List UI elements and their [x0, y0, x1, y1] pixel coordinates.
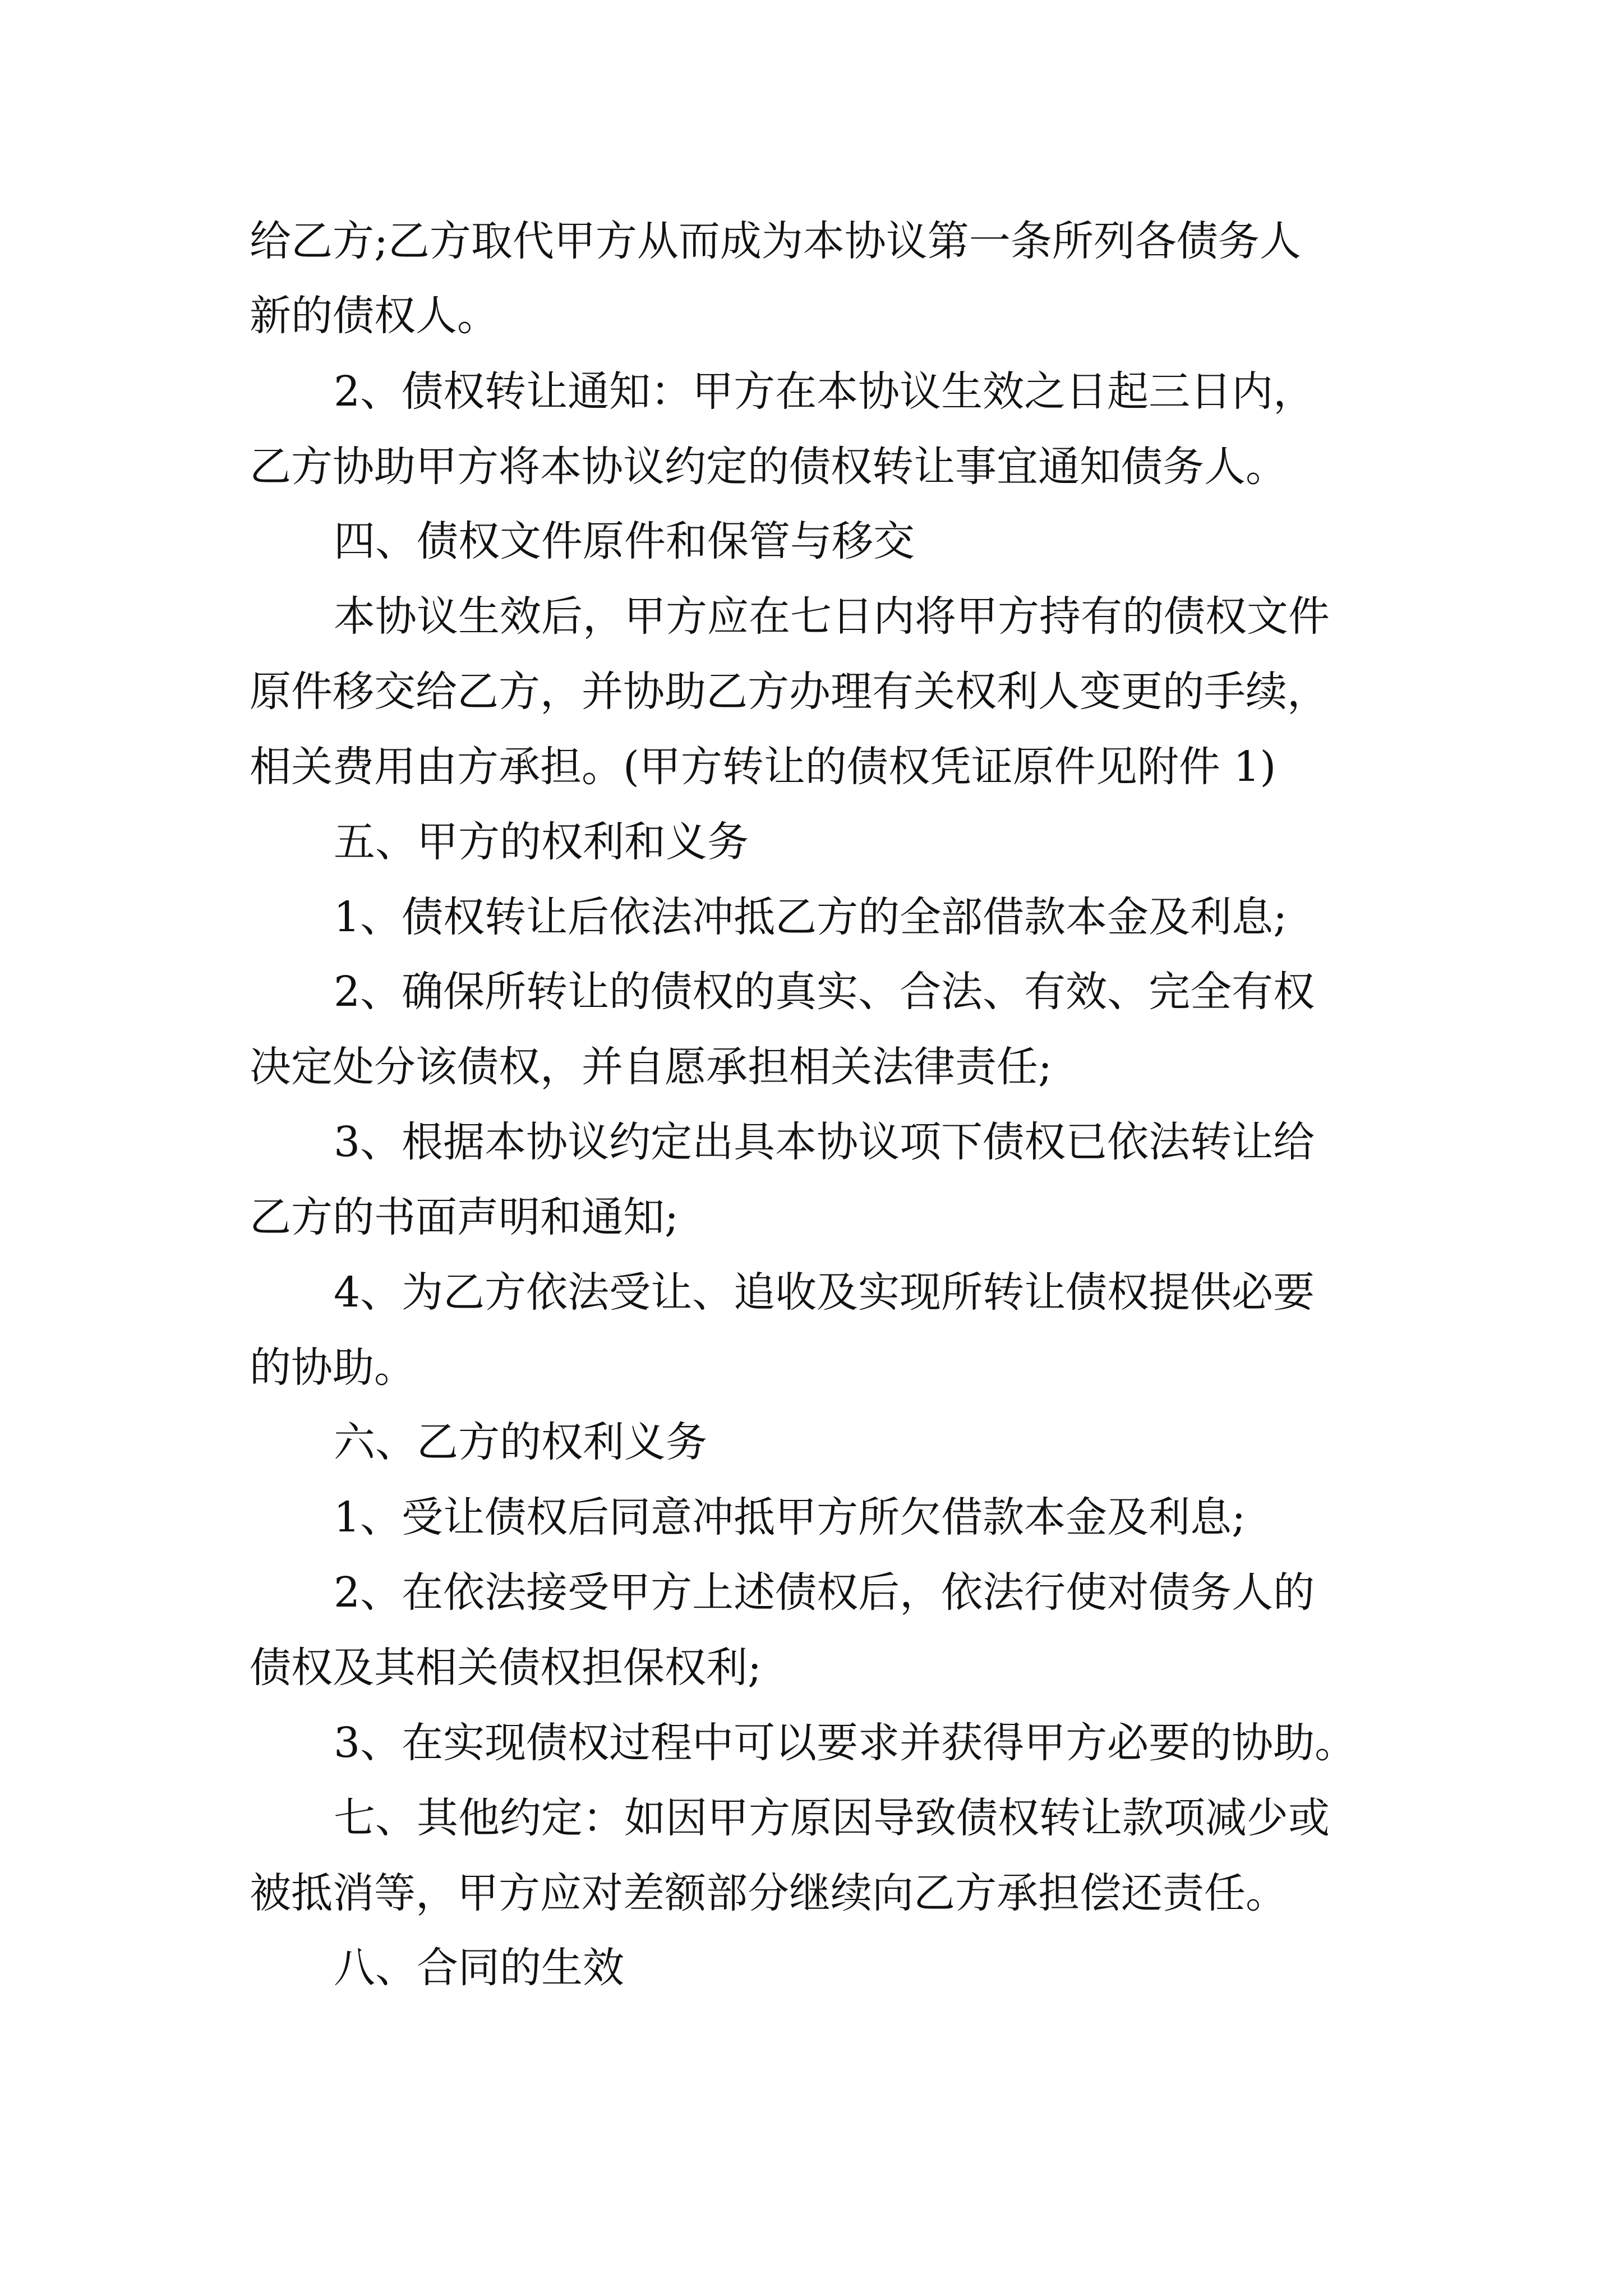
- text-line: 1、受让债权后同意冲抵甲方所欠借款本金及利息;: [334, 1493, 1246, 1542]
- text-line: 决定处分该债权，并自愿承担相关法律责任;: [250, 1043, 1052, 1091]
- text-line: 乙方的书面声明和通知;: [250, 1193, 679, 1241]
- text-line: 3、在实现债权过程中可以要求并获得甲方必要的协助。: [334, 1719, 1357, 1767]
- section-heading: 四、债权文件原件和保管与移交: [334, 517, 915, 565]
- section-heading: 六、乙方的权利义务: [334, 1418, 707, 1466]
- text-line: 4、为乙方依法受让、追收及实现所转让债权提供必要: [334, 1268, 1315, 1317]
- text-line: 的协助。: [250, 1343, 416, 1392]
- section-heading: 八、合同的生效: [334, 1944, 624, 1992]
- text-line: 乙方协助甲方将本协议约定的债权转让事宜通知债务人。: [250, 443, 1287, 491]
- text-line: 原件移交给乙方，并协助乙方办理有关权利人变更的手续，: [250, 668, 1329, 716]
- text-line: 相关费用由方承担。(甲方转让的债权凭证原件见附件 1): [250, 743, 1276, 791]
- text-line: 七、其他约定：如因甲方原因导致债权转让款项减少或: [334, 1794, 1330, 1842]
- text-line: 给乙方;乙方取代甲方从而成为本协议第一条所列各债务人: [250, 217, 1301, 265]
- text-line: 1、债权转让后依法冲抵乙方的全部借款本金及利息;: [334, 893, 1288, 941]
- text-line: 2、债权转让通知：甲方在本协议生效之日起三日内，: [334, 367, 1315, 416]
- text-line: 新的债权人。: [250, 292, 499, 340]
- text-line: 3、根据本协议约定出具本协议项下债权已依法转让给: [334, 1118, 1315, 1166]
- text-line: 本协议生效后，甲方应在七日内将甲方持有的债权文件: [334, 592, 1330, 641]
- text-line: 债权及其相关债权担保权利;: [250, 1644, 762, 1692]
- text-line: 被抵消等，甲方应对差额部分继续向乙方承担偿还责任。: [250, 1869, 1287, 1917]
- section-heading: 五、甲方的权利和义务: [334, 818, 749, 866]
- text-line: 2、在依法接受甲方上述债权后，依法行使对债务人的: [334, 1568, 1315, 1617]
- text-line: 2、确保所转让的债权的真实、合法、有效、完全有权: [334, 968, 1315, 1016]
